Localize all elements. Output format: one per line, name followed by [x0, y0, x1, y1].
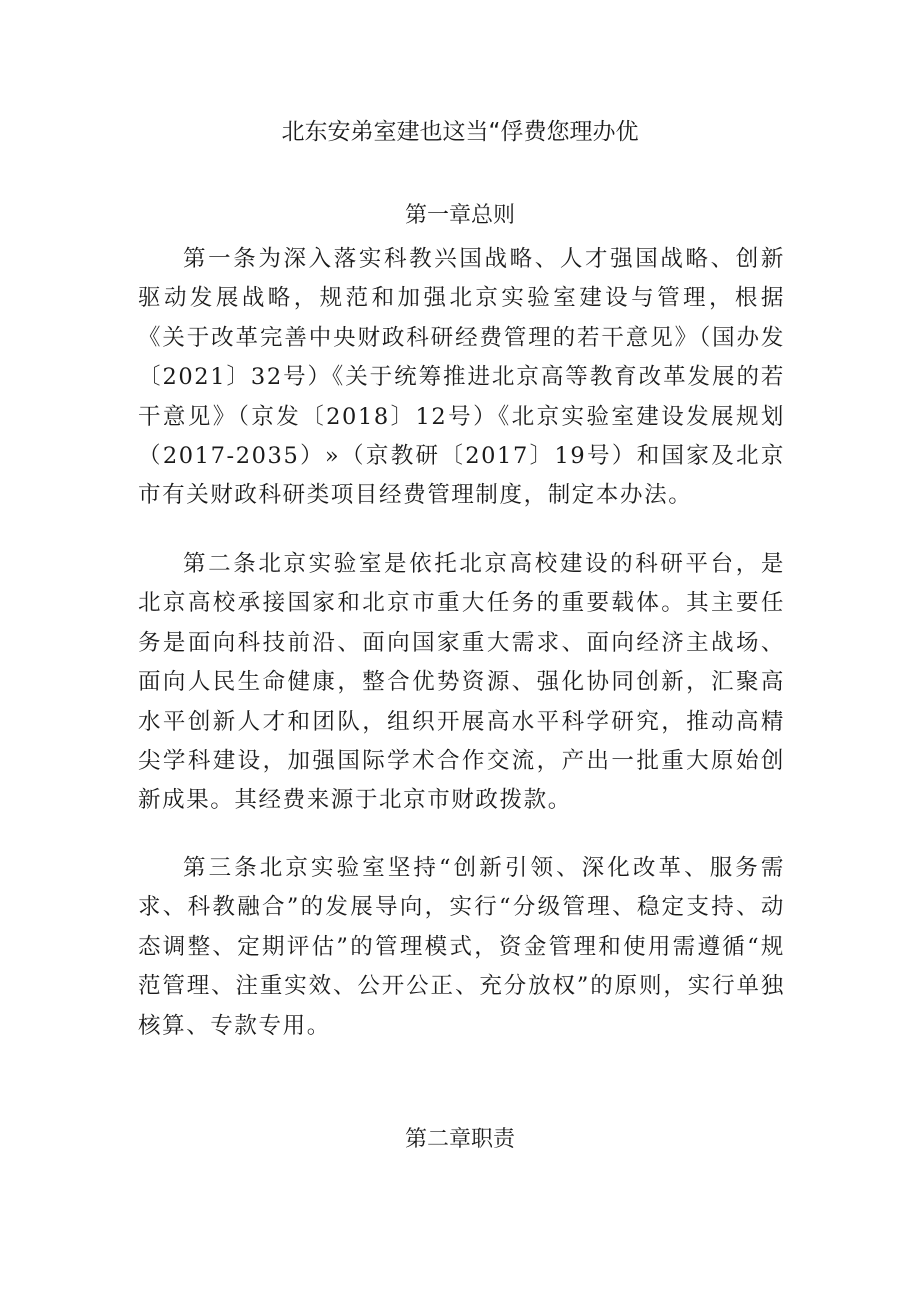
article-1: 第一条为深入落实科教兴国战略、人才强国战略、创新驱动发展战略，规范和加强北京实验室建设与管理，根据《关于改革完善中央财政科研经费管理的若干意见》（国办发〔2021〕32号）《关于统筹推进北京高等教育改革发展的若干意见》（京发〔2018〕12号）《北京实验室建设发展规划（2017-2035）»（京教研〔2017〕19号）和国家及北京市有关财政科研类项目经费管理制度，制定本办法。: [138, 246, 785, 509]
document-title: 北东安弟室建也这当“俘费您理办优: [281, 119, 639, 145]
article-3: 第三条北京实验室坚持“创新引领、深化改革、服务需求、科教融合”的发展导向，实行“分级管理、稳定支持、动态调整、定期评估”的管理模式，资金管理和使用需遵循“规范管理、注重实效、公开公正、充分放权”的原则，实行单独核算、专款专用。: [138, 855, 785, 1039]
article-2: 第二条北京实验室是依托北京高校建设的科研平台，是北京高校承接国家和北京市重大任务的重要载体。其主要任务是面向科技前沿、面向国家重大需求、面向经济主战场、面向人民生命健康，整合优势资源、强化协同创新，汇聚高水平创新人才和团队，组织开展高水平科学研究，推动高精尖学科建设，加强国际学术合作交流，产出一批重大原始创新成果。其经费来源于北京市财政拨款。: [138, 551, 785, 814]
chapter-heading-1: 第一章总则: [404, 203, 515, 228]
chapter-heading-2: 第二章职责: [404, 1127, 515, 1152]
